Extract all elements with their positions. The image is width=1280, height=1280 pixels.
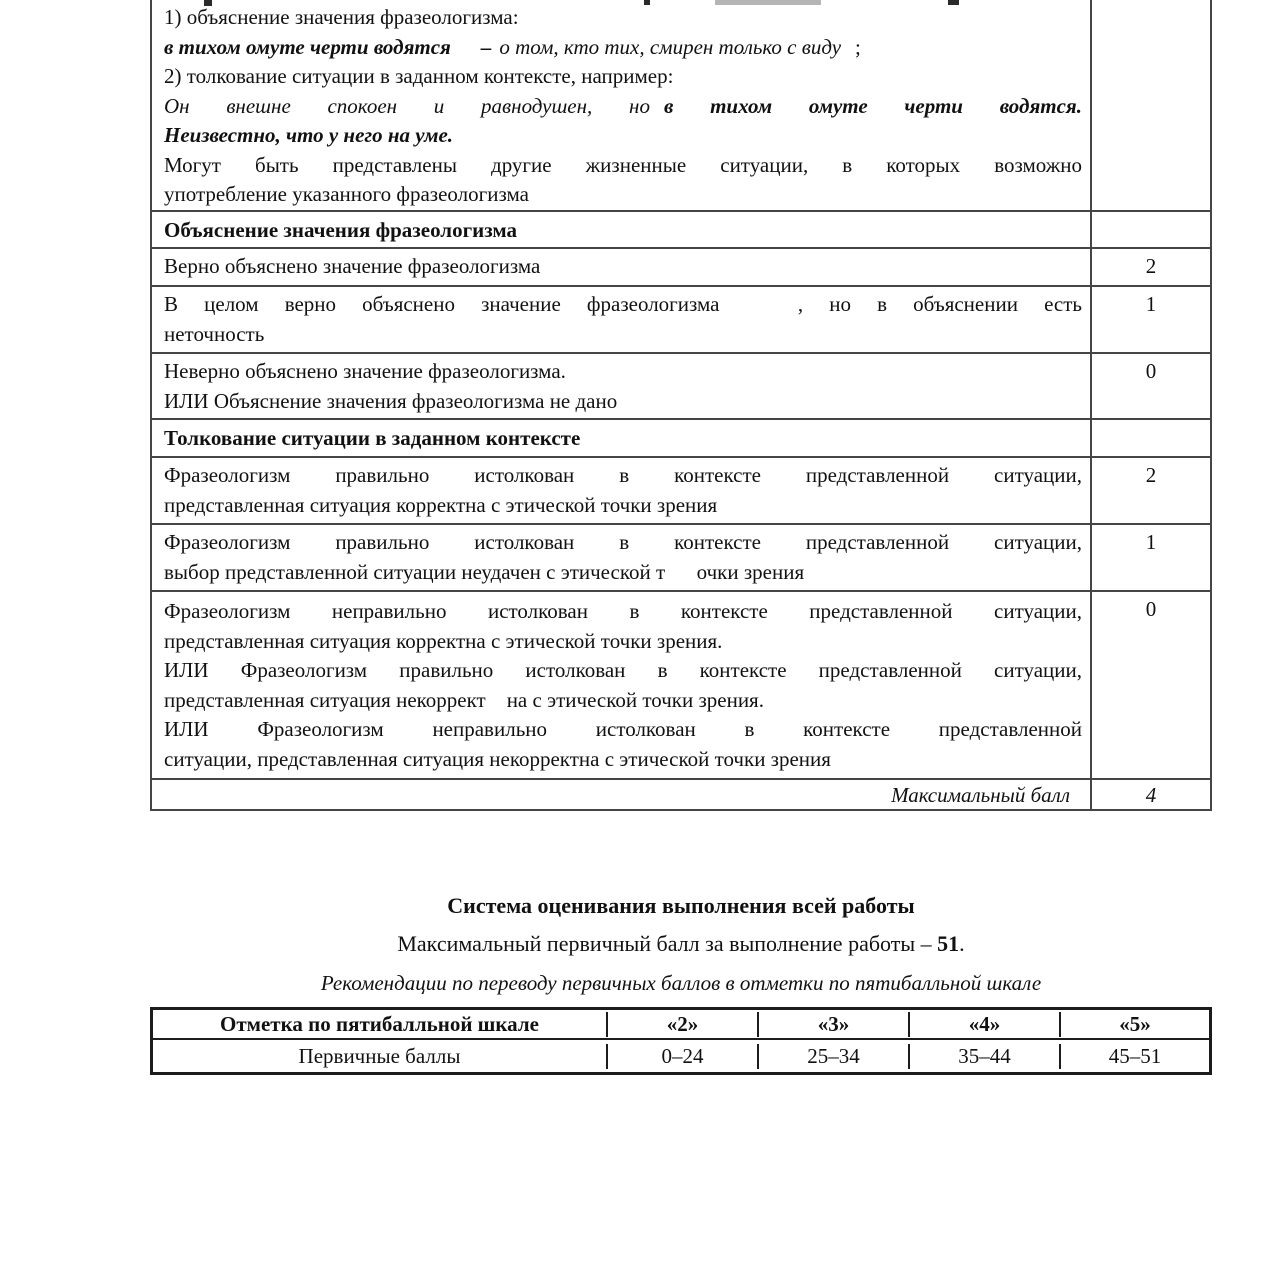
max-score-row [152,778,1210,809]
criterion-text [152,458,1092,523]
range-grade-5: 45–51 [1108,1043,1162,1068]
criterion-row [152,247,1210,285]
intro-line-2 [164,33,1082,63]
section1-header: Объяснение значения фразеологизма [152,212,1092,247]
criterion-line: представленная ситуация корректна с этической точки зрения [164,492,718,517]
max-score-value: 4 [1145,783,1157,807]
criterion-line: Неверно объяснено значение фразеологизма. [164,359,566,383]
criterion-line: Фразеологизм неправильно истолкован в контексте представленной ситуации, [164,599,1082,623]
primary-scores-label: Первичные баллы [153,1044,608,1069]
score-value: 0 [1145,597,1157,621]
intro-line-7: употребление указанного фразеологизма [164,182,529,206]
summary-max-score-line [150,931,1212,957]
example-phraseologism: в тихом омуте черти водятся. [663,93,1082,118]
section2-header: Толкование ситуации в заданном контексте [152,420,1092,456]
semicolon: ; [855,34,861,59]
criterion-text [152,592,1092,778]
dash: – [480,34,492,59]
intro-line-4 [164,92,1082,122]
score-cell-empty [1092,0,1210,210]
grade-conversion-table [150,1007,1212,1075]
grade-3-header: «3» [759,1012,910,1037]
criterion-line: представленная ситуация корректна с этической точки зрения. [164,628,723,653]
phraseologism-text: в тихом омуте черти водятся [164,34,451,59]
criterion-line: представленная ситуация некоррект на с этической точки зрения. [164,687,764,712]
criterion-text [152,287,1092,352]
criterion-text: Верно объяснено значение фразеологизма [152,249,1092,285]
criterion-row [152,285,1210,352]
score-value: 1 [1145,530,1157,554]
range-grade-3: 25–34 [759,1044,910,1069]
max-score-label: Максимальный балл [152,780,1092,809]
score-value: 0 [1145,359,1157,383]
criterion-line: ситуации, представленная ситуация некорректна с этической точки зрения [164,746,831,771]
range-grade-4: 35–44 [910,1044,1061,1069]
grade-table-header-row [153,1010,1209,1040]
summary-prefix: Максимальный первичный балл за выполнение работы – [397,931,938,956]
grade-4-header: «4» [910,1012,1061,1037]
criterion-line: Фразеологизм правильно истолкован в контексте представленной ситуации, [164,530,1082,554]
criterion-row [152,590,1210,778]
criterion-line: ИЛИ Объяснение значения фразеологизма не дано [164,388,618,413]
criterion-row [152,352,1210,418]
grade-table-scores-row [153,1040,1209,1072]
criterion-row [152,456,1210,523]
score-cell-empty [1092,212,1210,247]
criterion-line: ИЛИ Фразеологизм правильно истолкован в контексте представленной ситуации, [164,658,1082,682]
phraseologism-meaning: о том, кто тих, смирен только с виду [499,34,842,59]
criterion-line: Фразеологизм правильно истолкован в контексте представленной ситуации, [164,463,1082,487]
example-lead: Он внешне спокоен и равнодушен, но [164,93,650,118]
range-grade-2: 0–24 [608,1044,759,1069]
section1-header-row [152,210,1210,247]
intro-line-3: 2) толкование ситуации в заданном контексте, например: [164,64,674,88]
grade-5-header: «5» [1119,1011,1151,1036]
criterion-text [152,525,1092,590]
criterion-line: В целом верно объяснено значение фразеологизма , но в объяснении есть [164,292,1082,316]
score-value: 2 [1145,254,1157,278]
criterion-line: выбор представленной ситуации неудачен с этической т очки зрения [164,559,805,584]
summary-max-score: 51 [937,931,960,956]
intro-line-6: Могут быть представлены другие жизненные ситуации, в которых возможно [164,152,1082,177]
summary-recommendation: Рекомендации по переводу первичных баллов в отметки по пятибалльной шкале [320,971,1042,995]
criterion-line: ИЛИ Фразеологизм неправильно истолкован в контексте представленной [164,717,1082,741]
score-value: 2 [1145,463,1157,487]
summary-period: . [959,931,965,956]
rubric-table [150,0,1212,811]
intro-line-5: Неизвестно, что у него на уме. [164,123,454,147]
score-cell-empty [1092,420,1210,456]
summary-title: Система оценивания выполнения всей работы [447,893,915,918]
score-value: 1 [1145,292,1157,316]
criterion-line: неточность [164,321,265,346]
criterion-row [152,523,1210,590]
criterion-text [152,354,1092,418]
grade-scale-header: Отметка по пятибалльной шкале [153,1012,608,1037]
rubric-intro-cell [152,0,1092,210]
section2-header-row [152,418,1210,456]
grade-2-header: «2» [608,1012,759,1037]
rubric-intro-row [152,0,1210,210]
intro-line-1: 1) объяснение значения фразеологизма: [164,5,519,29]
